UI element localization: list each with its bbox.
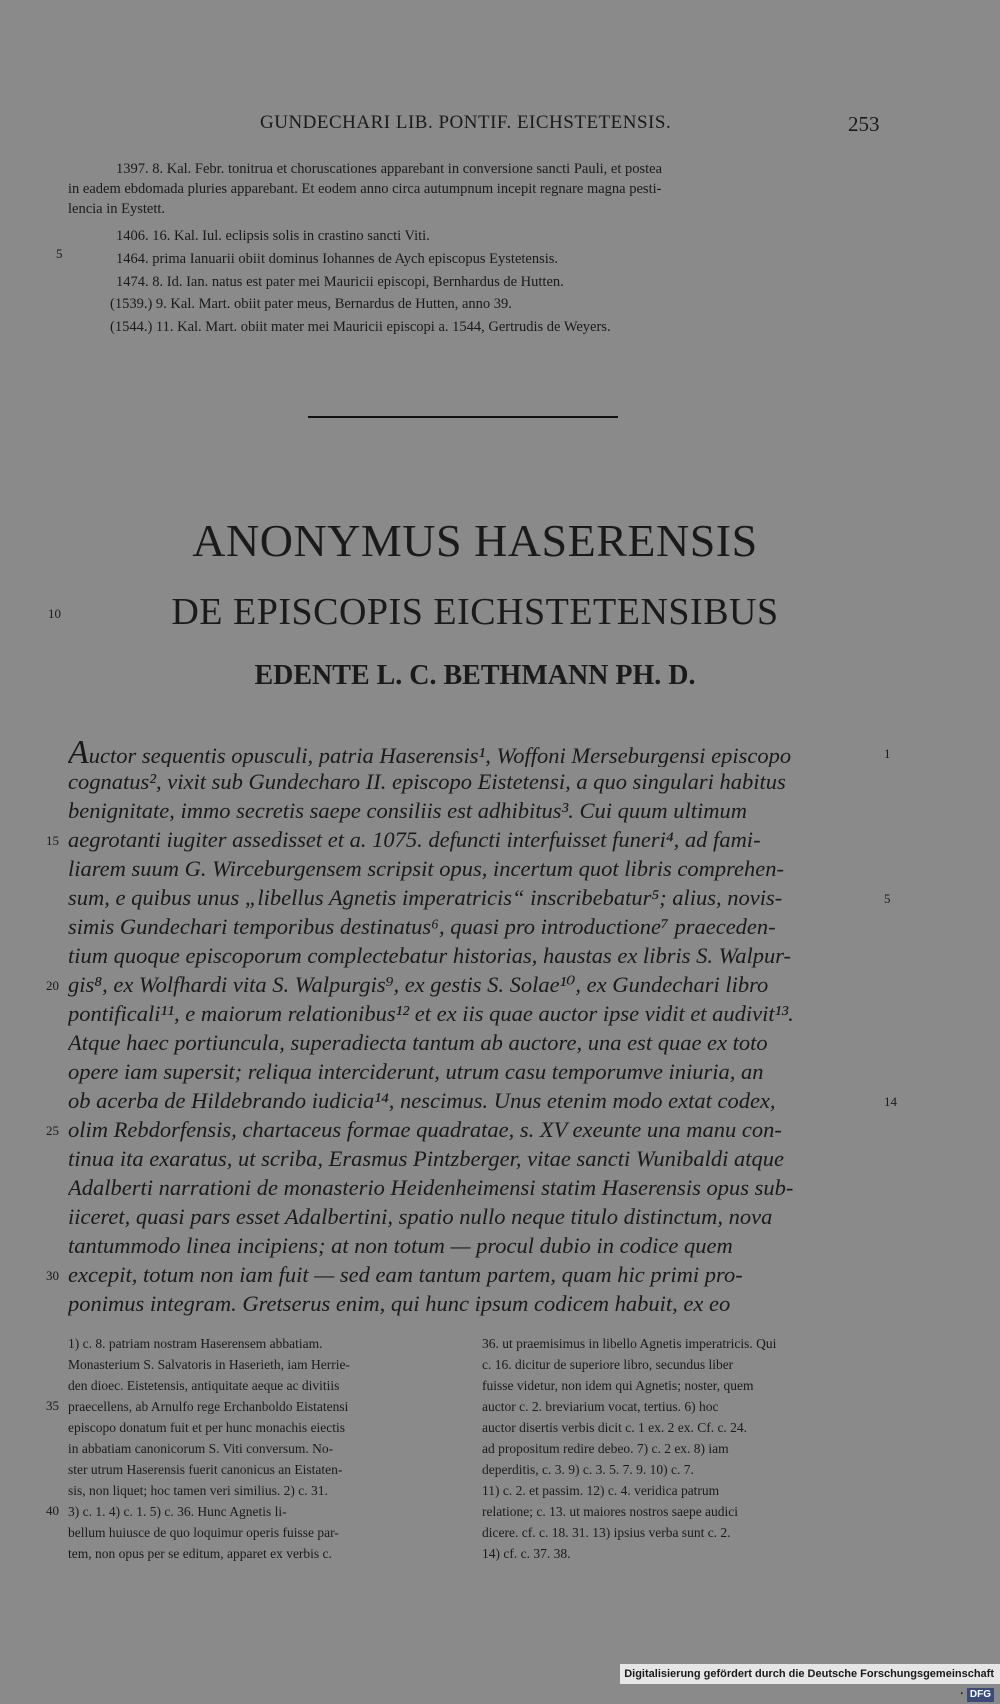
- footnote-line-number: 40: [46, 1503, 59, 1518]
- footnote-line: praecellens, ab Arnulfo rege Erchanboldo Eistatensi: [68, 1399, 349, 1414]
- footnote-line: fuisse videtur, non idem qui Agnetis; noster, quem: [482, 1378, 754, 1393]
- body-line: sum, e quibus unus „libellus Agnetis imperatricis“ inscribebatur⁵; alius, novis-: [68, 885, 783, 910]
- body-text: [68, 738, 880, 1318]
- footnote-line: in abbatiam canonicorum S. Viti conversum. No-: [68, 1441, 334, 1456]
- body-line: liarem suum G. Wirceburgensem scripsit opus, incertum quot libris comprehen-: [68, 856, 784, 881]
- footnote-line: auctor disertis verbis dicit c. 1 ex. 2 ex. Cf. c. 24.: [482, 1420, 748, 1435]
- annal-entry: (1544.) 11. Kal. Mart. obiit mater mei Mauricii episcopi a. 1544, Gertrudis de Weyers.: [110, 319, 611, 335]
- footnote-line: 1) c. 8. patriam nostram Haserensem abbatiam.: [68, 1336, 323, 1351]
- footnote-line: 36. ut praemisimus in libello Agnetis imperatricis. Qui: [482, 1336, 777, 1351]
- annal-entry: 1474. 8. Id. Ian. natus est pater mei Mauricii episcopi, Bernhardus de Hutten.: [116, 274, 564, 290]
- footnote-line: sis, non liquet; hoc tamen veri similius. 2) c. 31.: [68, 1483, 328, 1498]
- footnote-line: Monasterium S. Salvatoris in Haserieth, iam Herrie-: [68, 1357, 350, 1372]
- footnote-line-number: 35: [46, 1398, 59, 1413]
- body-line: tium quoque episcoporum complectebatur historias, haustas ex libris S. Walpur-: [68, 943, 792, 968]
- body-line-number-left: 25: [46, 1123, 59, 1138]
- footnote-line: ad propositum redire debeo. 7) c. 2 ex. 8) iam: [482, 1441, 729, 1456]
- body-line: iiceret, quasi pars esset Adalbertini, spatio nullo neque titulo distinctum, nova: [68, 1204, 773, 1229]
- dfg-logo: DFG: [967, 1688, 994, 1702]
- annal-entry: 1464. prima Ianuarii obiit dominus Iohannes de Aych episcopus Eystetensis.: [116, 251, 559, 267]
- body-line: olim Rebdorfensis, chartaceus formae quadratae, s. XV exeunte una manu con-: [68, 1117, 782, 1142]
- footnote-line: tem, non opus per se editum, apparet ex verbis c.: [68, 1546, 332, 1561]
- body-line: Adalberti narrationi de monasterio Heidenheimensi statim Haserensis opus sub-: [68, 1175, 794, 1200]
- body-line: gis⁸, ex Wolfhardi vita S. Walpurgis⁹, ex gestis S. Solae¹⁰, ex Gundechari libro: [68, 972, 769, 997]
- body-line: simis Gundechari temporibus destinatus⁶, quasi pro introductione⁷ praeceden-: [68, 914, 776, 939]
- body-line: Atque haec portiuncula, superadiecta tantum ab auctore, una est quae ex toto: [68, 1030, 768, 1055]
- annal-line-number: 5: [56, 246, 63, 261]
- footnotes-right-column: [482, 1333, 776, 1564]
- body-line-number-right: 5: [884, 891, 891, 906]
- footnote-line: dicere. cf. c. 18. 31. 13) ipsius verba sunt c. 2.: [482, 1525, 731, 1540]
- body-line: opere iam supersit; reliqua interciderunt, utrum casu temporumve iniuria, an: [68, 1059, 764, 1084]
- body-line: pontificali¹¹, e maiorum relationibus¹² et ex iis quae auctor ipse vidit et audivit¹³.: [68, 1001, 794, 1026]
- work-title: ANONYMUS HASERENSIS: [192, 515, 758, 566]
- footnotes-left-column: [68, 1333, 350, 1564]
- body-line-number-right: 1: [884, 746, 891, 761]
- footnote-line: 14) cf. c. 37. 38.: [482, 1546, 571, 1561]
- body-line-number-left: 30: [46, 1268, 59, 1283]
- body-line: benignitate, immo secretis saepe consiliis est adhibitus³. Cui quum ultimum: [68, 798, 747, 823]
- footnote-line: auctor c. 2. breviarium vocat, tertius. 6) hoc: [482, 1399, 719, 1414]
- footnote-line: 11) c. 2. et passim. 12) c. 4. veridica patrum: [482, 1483, 720, 1498]
- footer-text: Digitalisierung gefördert durch die Deutsche Forschungsgemeinschaft ·: [624, 1668, 994, 1700]
- annal-entry: lencia in Eystett.: [68, 201, 166, 217]
- work-subtitle: DE EPISCOPIS EICHSTETENSIBUS: [171, 591, 779, 633]
- body-line: cognatus², vixit sub Gundecharo II. episcopo Eistetensi, a quo singulari habitus: [68, 769, 786, 794]
- body-line: ponimus integram. Gretserus enim, qui hunc ipsum codicem habuit, ex eo: [68, 1291, 731, 1316]
- footnote-line: ster utrum Haserensis fuerit canonicus an Eistaten-: [68, 1462, 343, 1477]
- annal-entry: (1539.) 9. Kal. Mart. obiit pater meus, Bernardus de Hutten, anno 39.: [110, 296, 512, 312]
- footnote-line: c. 16. dicitur de superiore libro, secundus liber: [482, 1357, 734, 1372]
- annal-entry: 1397. 8. Kal. Febr. tonitrua et choruscationes apparebant in conversione sancti Pauli, et postea: [116, 161, 663, 177]
- body-line: Auctor sequentis opusculi, patria Haserensis¹, Woffoni Merseburgensi episcopo: [68, 738, 880, 767]
- drop-capital: A: [68, 738, 89, 767]
- body-line: excepit, totum non iam fuit — sed eam tantum partem, quam hic primi pro-: [68, 1262, 743, 1287]
- running-header: GUNDECHARI LIB. PONTIF. EICHSTETENSIS.: [260, 112, 672, 133]
- editor-line: EDENTE L. C. BETHMANN PH. D.: [254, 660, 696, 691]
- page-number: 253: [848, 112, 880, 136]
- body-line-number-right: 14: [884, 1094, 897, 1109]
- annal-entry: in eadem ebdomada pluries apparebant. Et eodem anno circa autumpnum incepit regnare magna pesti-: [68, 181, 662, 197]
- body-line: tantummodo linea incipiens; at non totum — procul dubio in codice quem: [68, 1233, 733, 1258]
- body-line: ob acerba de Hildebrando iudicia¹⁴, nescimus. Unus etenim modo extat codex,: [68, 1088, 776, 1113]
- title-line-number: 10: [48, 606, 61, 621]
- section-divider: [308, 416, 618, 418]
- body-line: aegrotanti iugiter assedisset et a. 1075. defuncti interfuisset funeri⁴, ad fami-: [68, 827, 761, 852]
- body-line-number-left: 20: [46, 978, 59, 993]
- annal-entry: 1406. 16. Kal. Iul. eclipsis solis in crastino sancti Viti.: [116, 228, 430, 244]
- footnote-line: den dioec. Eistetensis, antiquitate aeque ac divitiis: [68, 1378, 340, 1393]
- body-line-number-left: 15: [46, 833, 59, 848]
- footnote-line: episcopo donatum fuit et per hunc monachis eiectis: [68, 1420, 346, 1435]
- footnote-line: relatione; c. 13. ut maiores nostros saepe audici: [482, 1504, 739, 1519]
- footnote-line: bellum huiusce de quo loquimur operis fuisse par-: [68, 1525, 339, 1540]
- footnote-line: 3) c. 1. 4) c. 1. 5) c. 36. Hunc Agnetis li-: [68, 1504, 287, 1519]
- footnote-line: deperditis, c. 3. 9) c. 3. 5. 7. 9. 10) c. 7.: [482, 1462, 694, 1477]
- body-line: tinua ita exaratus, ut scriba, Erasmus Pintzberger, vitae sancti Wunibaldi atque: [68, 1146, 785, 1171]
- footer-credit: [620, 1664, 1000, 1700]
